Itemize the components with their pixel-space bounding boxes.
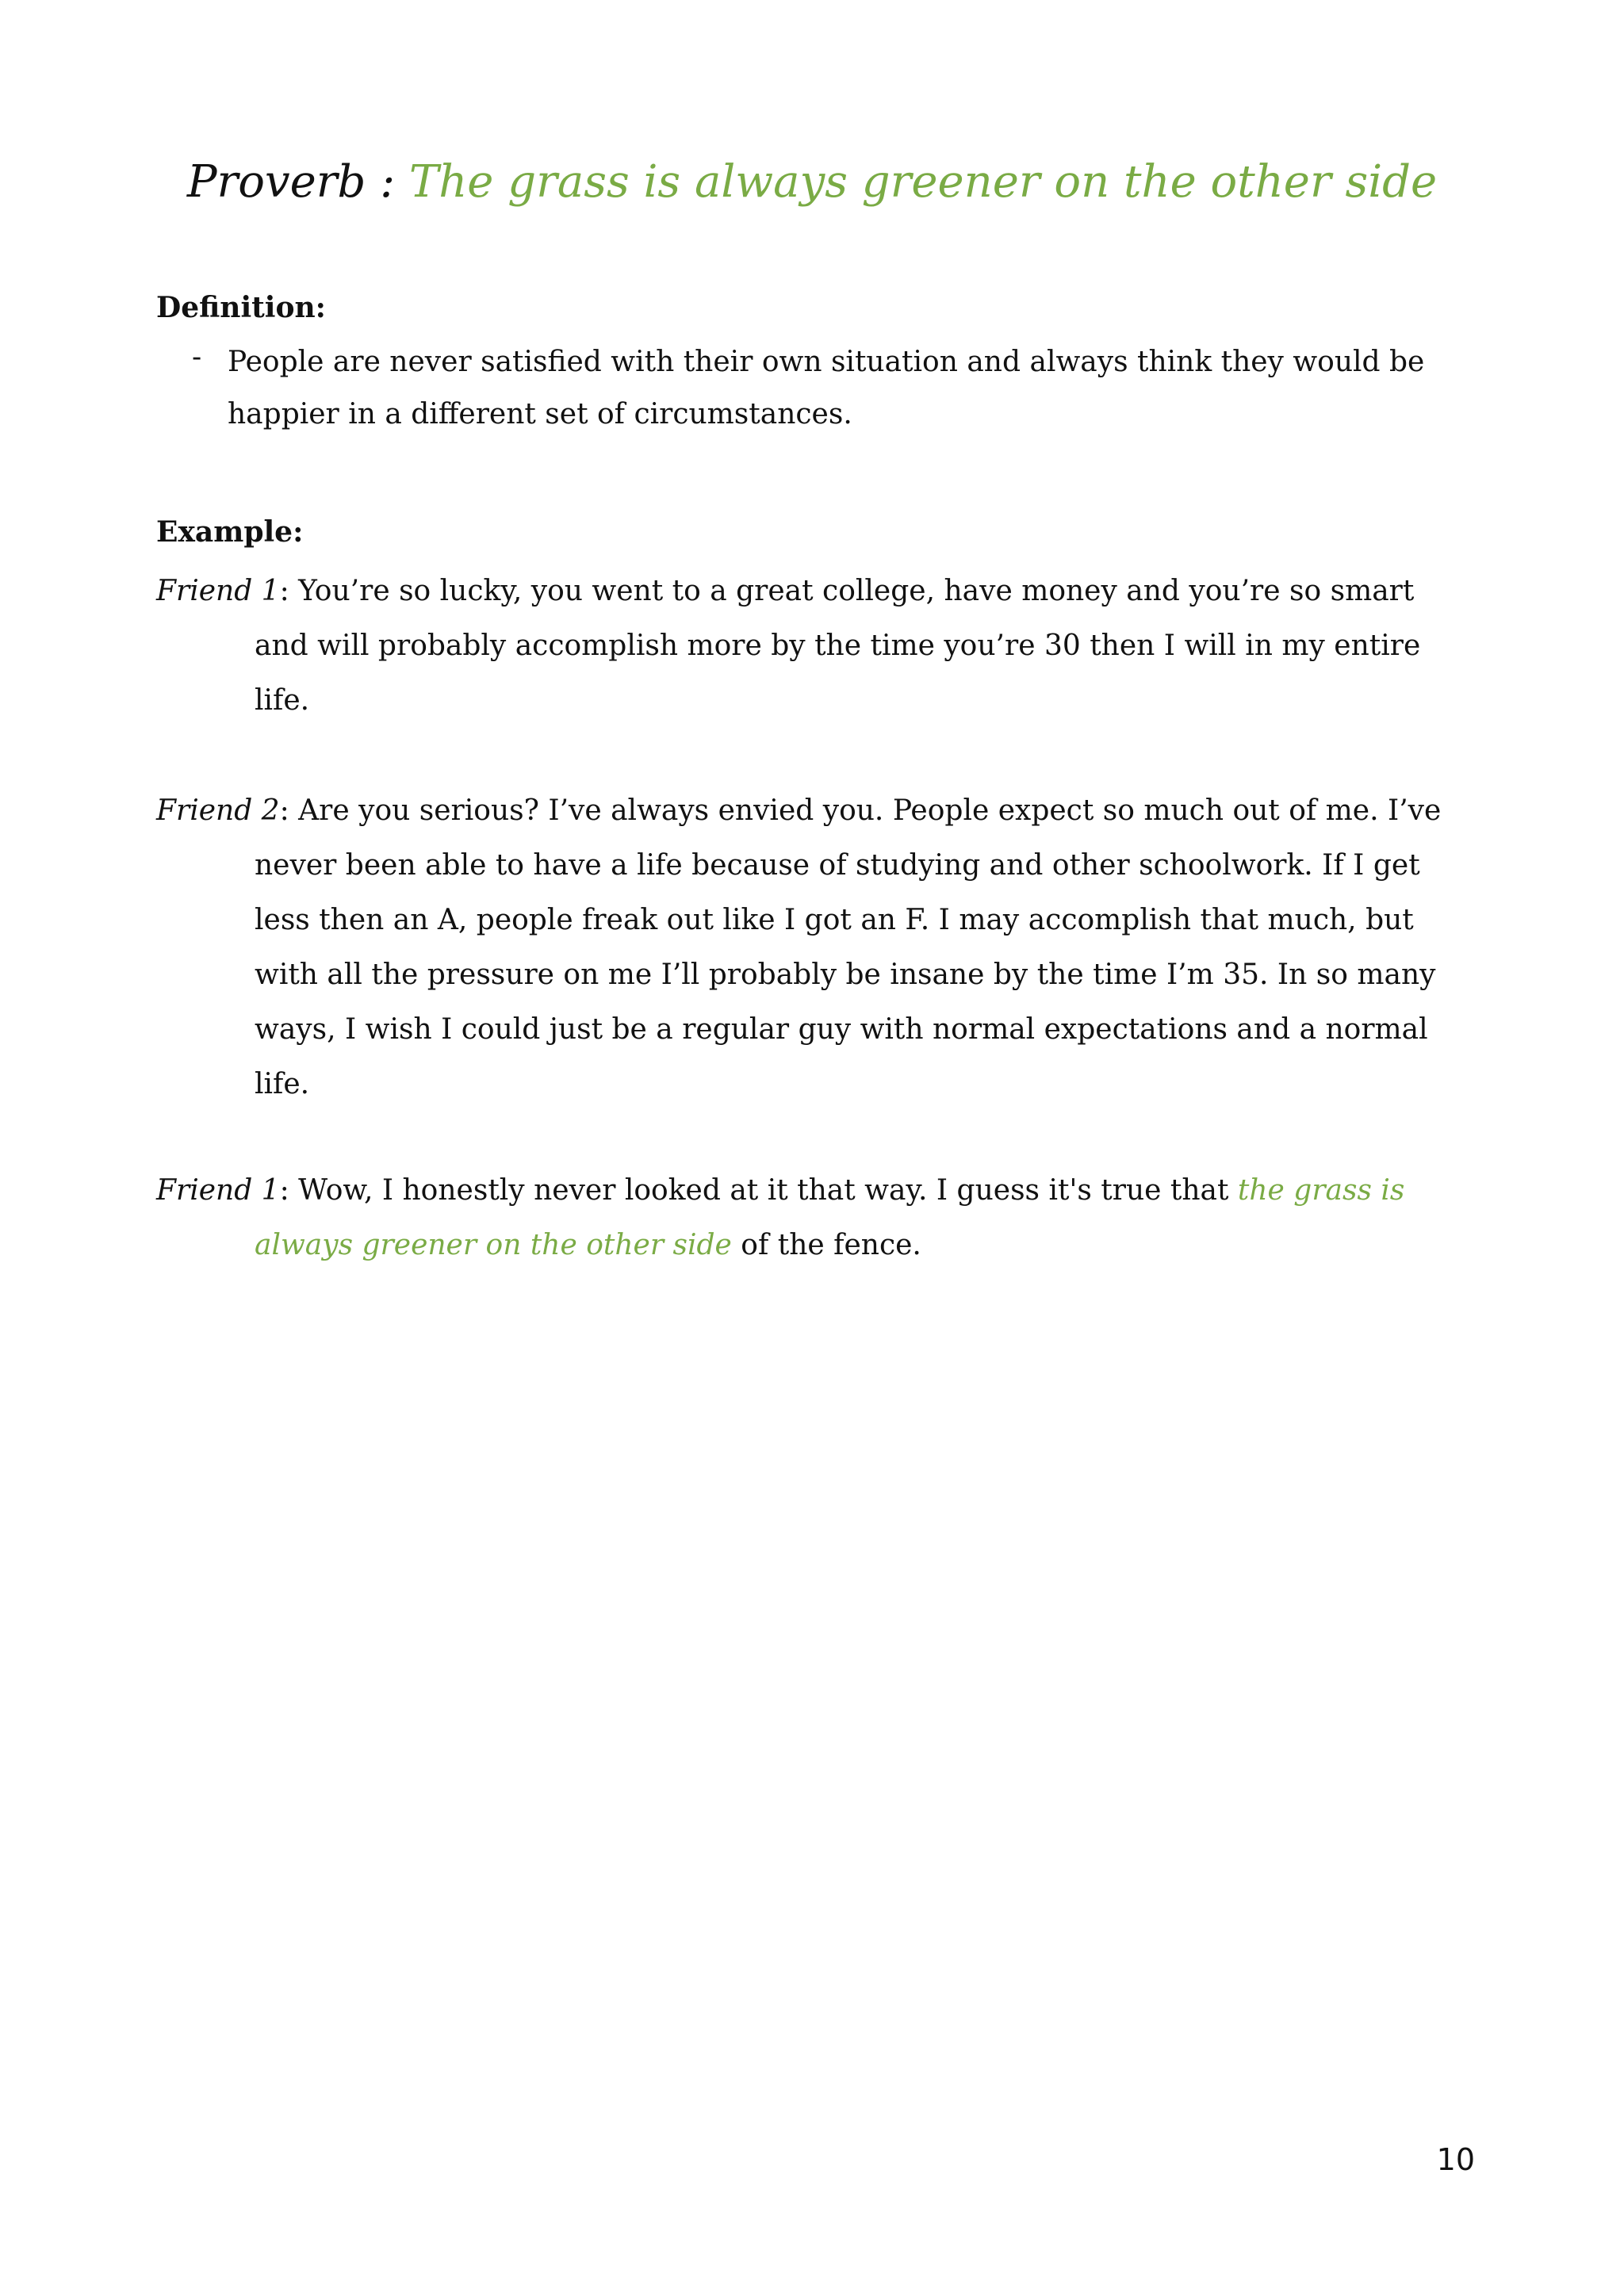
- example-heading: Example:: [156, 515, 304, 549]
- definition-heading: Definition:: [156, 291, 326, 324]
- dialogue-line-2: [156, 783, 1457, 1112]
- speaker-name: Friend 1: [156, 1174, 280, 1207]
- definition-text: People are never satisfied with their own situation and always think they would be happier in a different set of circumstances.: [228, 346, 1425, 430]
- bullet-dash: -: [192, 341, 202, 373]
- dialogue-line-3: [156, 1163, 1457, 1272]
- dialogue-text: : You’re so lucky, you went to a great college, have money and you’re so smart and will probably accomplish more by the time you’re 30 then I will in my entire life.: [255, 575, 1421, 717]
- dialogue-text: : Are you serious? I’ve always envied you. People expect so much out of me. I’ve never been able to have a life because of studying and other schoolwork. If I get less then an A, people freak out like I got an F. I may accomplish that much, but with all the pressure on me I’ll probably be insane by the time I’m 35. In so many ways, I wish I could just be a regular guy with normal expectations and a normal life.: [255, 794, 1442, 1100]
- speaker-name: Friend 1: [156, 575, 280, 607]
- speaker-name: Friend 2: [156, 794, 280, 827]
- page-number: 10: [1436, 2142, 1475, 2177]
- dialogue-text: : Wow, I honestly never looked at it that way. I guess it's true that: [279, 1174, 1238, 1207]
- title-label: Proverb :: [186, 156, 409, 208]
- page-title: [0, 151, 1624, 214]
- title-proverb: The grass is always greener on the other side: [408, 156, 1438, 208]
- definition-bullet: [156, 336, 1457, 441]
- proverb-highlight: the grass is always greener on the other side: [255, 1174, 1405, 1261]
- dialogue-text-end: of the fence.: [731, 1229, 921, 1261]
- dialogue-line-1: [156, 564, 1457, 728]
